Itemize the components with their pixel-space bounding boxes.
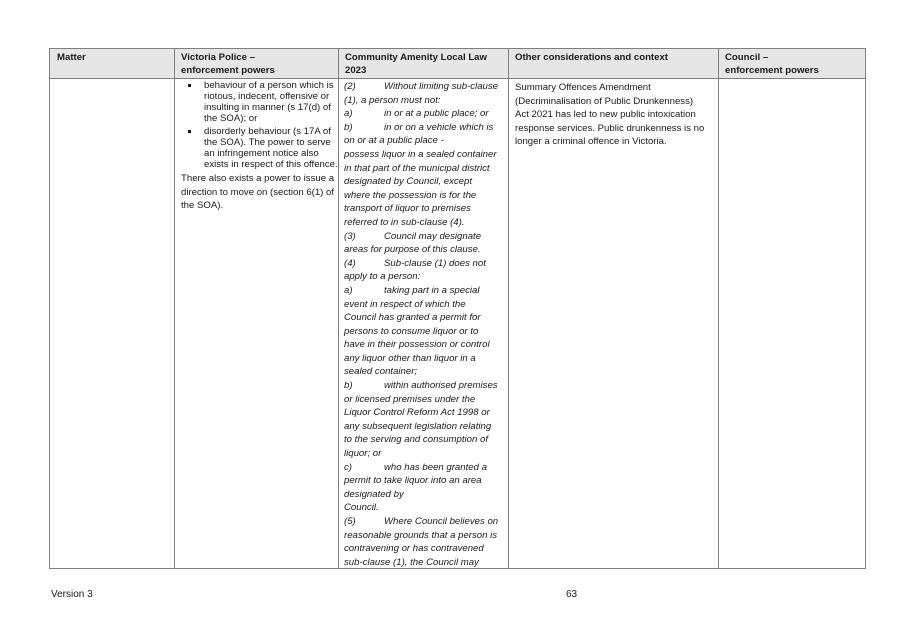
list-item: disorderly behaviour (s 17A of the SOA). The power to serve an infringement notice also exists in respect of this offence. [181,126,341,170]
clause-number: (2) [344,81,356,92]
law-text-line: Liquor Control Reform Act 1998 or [344,407,490,419]
law-text-line: event in respect of which the [344,298,466,310]
law-text-line [344,121,507,135]
law-text-line: sub-clause (1), the Council may [344,556,479,568]
header-victoria-police: Victoria Police – enforcement powers [181,52,275,76]
clause-text: Council may designate [384,230,482,242]
header-council-powers: Council – enforcement powers [725,52,819,76]
header-other-considerations: Other considerations and context [515,52,668,63]
law-text-line: in that part of the municipal district [344,162,490,174]
law-text-line: have in their possession or control [344,339,490,351]
law-text-line: possess liquor in a sealed container [344,148,497,160]
column-divider [508,49,509,568]
column-divider [174,49,175,568]
law-text-line: any subsequent legislation relating [344,420,492,432]
law-text-line: referred to in sub-clause (4). [344,216,465,228]
clause-number: (3) [344,230,356,242]
bullet-icon [188,84,191,87]
context-text-line: longer a criminal offence in Victoria. [515,136,667,148]
context-text-line: (Decriminalisation of Public Drunkenness) [515,95,694,107]
clause-text: within authorised premises [384,380,498,392]
clause-number: c) [344,461,352,473]
list-item: behaviour of a person which is riotous, indecent, offensive or insulting in manner (s 17(d) of the SOA); or [181,80,341,124]
context-text-line: Act 2021 has led to new public intoxication [515,109,696,121]
clause-text: taking part in a special [384,284,480,296]
clause-number: b) [344,121,353,133]
law-text-line: contravening or has contravened [344,543,484,555]
clause-number: (5) [344,516,356,527]
law-text-line [344,461,507,475]
police-powers-cell [181,80,341,213]
law-text-line: areas for purpose of this clause. [344,244,481,256]
law-text-line: on or at a public place - [344,135,444,147]
law-text-line: designated by [344,488,404,500]
clause-text: in or at a public place; or [384,108,489,120]
law-text-line: any liquor other than liquor in a [344,352,476,364]
page-number: 63 [566,589,578,600]
law-text-line: persons to consume liquor or to [344,325,479,337]
law-text-line [344,515,507,529]
law-text-line: Council. [344,502,379,514]
law-text-line: to the serving and consumption of [344,434,488,446]
clause-text: who has been granted a [384,461,487,473]
move-on-paragraph: There also exists a power to issue a direction to move on (section 6(1) of the SOA). [181,173,335,212]
law-text-line: transport of liquor to premises [344,203,471,215]
law-text-line: reasonable grounds that a person is [344,529,498,541]
law-text-line [344,284,507,298]
context-cell [515,81,720,149]
bullet-icon [188,130,191,133]
header-matter: Matter [57,52,86,63]
law-text-line [344,107,507,121]
law-text-line [344,230,507,244]
law-text-line: permit to take liquor into an area [344,475,482,487]
context-text-line: response services. Public drunkenness is no [515,122,705,134]
law-text-line: or licensed premises under the [344,393,476,405]
law-text-line: sealed container; [344,366,418,378]
footer-version: Version 3 [51,589,93,600]
law-text-line: where the possession is for the [344,189,477,201]
clause-text: Where Council believes on [384,516,499,527]
clause-number: a) [344,284,353,296]
clause-text: Without limiting sub-clause [384,81,499,92]
header-local-law: Community Amenity Local Law 2023 [345,52,487,76]
law-text-line [344,379,507,393]
clause-number: (4) [344,257,356,269]
clause-text: Sub-clause (1) does not [384,257,486,269]
law-text-line: apply to a person: [344,271,421,283]
law-text-line: designated by Council, except [344,176,472,188]
law-text-line: Council has granted a permit for [344,312,481,324]
law-text-line [344,80,507,94]
clause-text: in or on a vehicle which is [384,121,494,133]
clause-number: b) [344,380,353,392]
law-text-line: liquor; or [344,448,382,460]
clause-number: a) [344,108,353,120]
local-law-cell [344,80,507,569]
law-text-line [344,257,507,271]
context-text-line: Summary Offences Amendment [515,82,651,93]
legislation-table [49,48,866,569]
law-text-line: (1), a person must not: [344,94,441,106]
